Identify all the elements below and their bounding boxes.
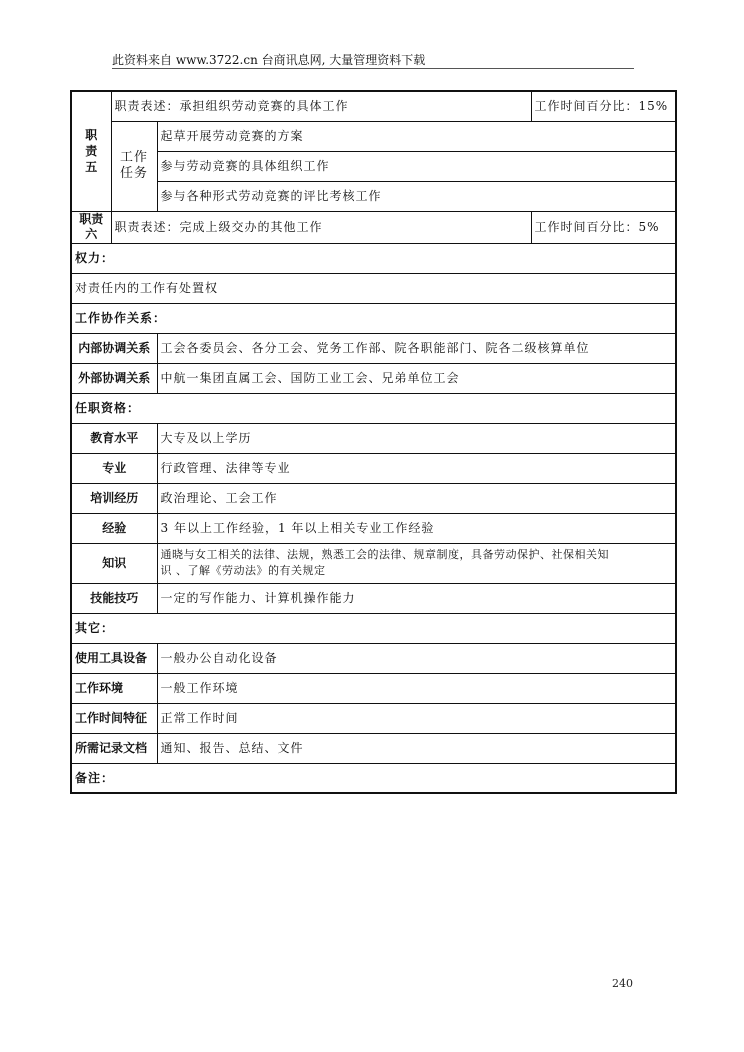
time-row	[71, 703, 676, 733]
duty6-percent: 工作时间百分比：5%	[531, 211, 676, 243]
tools-row	[71, 643, 676, 673]
skills-label: 技能技巧	[71, 583, 157, 613]
duty6-label-line: 六	[85, 227, 98, 241]
duty5-task-label-line: 工作	[119, 150, 148, 165]
env-value: 一般工作环境	[157, 673, 676, 703]
internal-relations-label: 内部协调关系	[71, 333, 157, 363]
training-label: 培训经历	[71, 483, 157, 513]
duty5-task: 参与劳动竞赛的具体组织工作	[157, 151, 676, 181]
authority-content-row	[71, 273, 676, 303]
duty6-description: 职责表述：完成上级交办的其他工作	[111, 211, 531, 243]
internal-relations-value: 工会各委员会、各分工会、党务工作部、院各职能部门、院各二级核算单位	[157, 333, 676, 363]
time-label: 工作时间特征	[71, 703, 157, 733]
other-title-row	[71, 613, 676, 643]
skills-value: 一定的写作能力、计算机操作能力	[157, 583, 676, 613]
duty5-label-line: 责	[85, 144, 98, 159]
duty5-percent: 工作时间百分比：15%	[531, 91, 676, 121]
skills-row	[71, 583, 676, 613]
page-header: 此资料来自 www.3722.cn 台商讯息网, 大量管理资料下载	[112, 52, 634, 69]
knowledge-row	[71, 543, 676, 583]
duty5-task: 起草开展劳动竞赛的方案	[157, 121, 676, 151]
major-row	[71, 453, 676, 483]
external-relations-value: 中航一集团直属工会、国防工业工会、兄弟单位工会	[157, 363, 676, 393]
duty5-task-row	[71, 181, 676, 211]
remarks-title: 备注：	[71, 763, 676, 793]
duty5-label-line: 五	[85, 160, 98, 175]
education-value: 大专及以上学历	[157, 423, 676, 453]
authority-title: 权力：	[71, 243, 676, 273]
knowledge-value-line: 识 、了解《劳动法》的有关规定	[160, 564, 326, 577]
env-row	[71, 673, 676, 703]
duty5-description: 职责表述：承担组织劳动竞赛的具体工作	[111, 91, 531, 121]
docs-value: 通知、报告、总结、文件	[157, 733, 676, 763]
training-value: 政治理论、工会工作	[157, 483, 676, 513]
major-value: 行政管理、法律等专业	[157, 453, 676, 483]
duty5-task-label	[111, 121, 157, 211]
duty5-label	[71, 91, 111, 211]
tools-label: 使用工具设备	[71, 643, 157, 673]
job-description-table	[70, 90, 677, 794]
docs-label: 所需记录文档	[71, 733, 157, 763]
experience-row	[71, 513, 676, 543]
docs-row	[71, 733, 676, 763]
education-row	[71, 423, 676, 453]
internal-relations-row	[71, 333, 676, 363]
external-relations-label: 外部协调关系	[71, 363, 157, 393]
major-label: 专业	[71, 453, 157, 483]
duty5-description-row	[71, 91, 676, 121]
authority-title-row	[71, 243, 676, 273]
duty6-label-line: 职责	[79, 212, 104, 226]
education-label: 教育水平	[71, 423, 157, 453]
time-value: 正常工作时间	[157, 703, 676, 733]
authority-content: 对责任内的工作有处置权	[71, 273, 676, 303]
duty5-task-row	[71, 121, 676, 151]
duty6-row	[71, 211, 676, 243]
duty6-label	[71, 211, 111, 243]
knowledge-value-line: 通晓与女工相关的法律、法规，熟悉工会的法律、规章制度，具备劳动保护、社保相关知	[160, 548, 609, 561]
duty5-task-label-line: 任务	[119, 166, 148, 181]
external-relations-row	[71, 363, 676, 393]
knowledge-label: 知识	[71, 543, 157, 583]
page-number: 240	[612, 977, 633, 990]
duty5-task: 参与各种形式劳动竞赛的评比考核工作	[157, 181, 676, 211]
duty5-task-row	[71, 151, 676, 181]
experience-value: 3 年以上工作经验，1 年以上相关专业工作经验	[157, 513, 676, 543]
knowledge-value	[157, 543, 676, 583]
relations-title-row	[71, 303, 676, 333]
tools-value: 一般办公自动化设备	[157, 643, 676, 673]
experience-label: 经验	[71, 513, 157, 543]
training-row	[71, 483, 676, 513]
remarks-row	[71, 763, 676, 793]
other-title: 其它：	[71, 613, 676, 643]
qualifications-title: 任职资格：	[71, 393, 676, 423]
duty5-label-line: 职	[85, 128, 98, 143]
env-label: 工作环境	[71, 673, 157, 703]
relations-title: 工作协作关系：	[71, 303, 676, 333]
qualifications-title-row	[71, 393, 676, 423]
